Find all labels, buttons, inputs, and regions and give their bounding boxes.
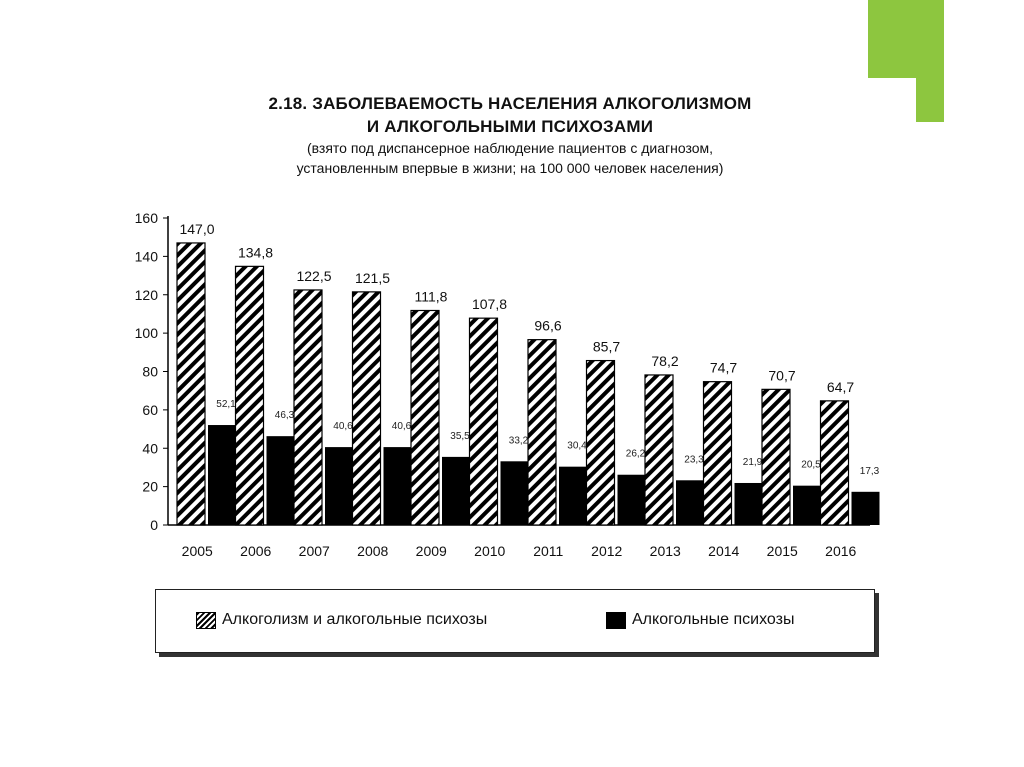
y-tick-label: 40 [142, 440, 158, 457]
data-label-alcoholism-total: 64,7 [826, 378, 855, 395]
bar-alcoholism-total [236, 266, 264, 525]
y-tick-label: 20 [142, 478, 158, 495]
data-label-alcoholic-psychoses: 35,5 [450, 430, 470, 442]
data-label-alcoholism-total: 121,5 [354, 269, 391, 286]
y-tick-label: 80 [142, 363, 158, 380]
y-tick-label: 160 [134, 210, 158, 226]
chart-title-line-1: 2.18. ЗАБОЛЕВАЕМОСТЬ НАСЕЛЕНИЯ АЛКОГОЛИЗМОМ [268, 94, 752, 113]
bar-alcoholic-psychoses [676, 480, 704, 525]
legend-swatch-solid [606, 612, 626, 629]
data-label-alcoholism-total: 107,8 [471, 296, 508, 313]
bar-alcoholic-psychoses [501, 461, 529, 525]
y-tick-label: 100 [134, 325, 158, 342]
data-label-alcoholism-total: 122,5 [296, 267, 332, 284]
data-label-alcoholic-psychoses: 40,6 [333, 421, 353, 433]
x-tick-label: 2010 [474, 543, 506, 559]
x-tick-label: 2005 [181, 543, 213, 559]
legend-label-hatched: Алкоголизм и алкогольные психозы [222, 611, 488, 628]
data-label-alcoholic-psychoses: 26,2 [625, 448, 646, 460]
data-label-alcoholism-total: 78,2 [651, 352, 679, 369]
data-label-alcoholic-psychoses: 52,1 [216, 399, 236, 411]
bar-alcoholism-total [177, 243, 205, 525]
bar-alcoholism-total [411, 310, 439, 525]
data-label-alcoholism-total: 147,0 [179, 220, 215, 237]
data-label-alcoholic-psychoses: 40,6 [391, 421, 412, 433]
data-label-alcoholism-total: 74,7 [709, 359, 738, 376]
bar-alcoholic-psychoses [852, 492, 880, 525]
y-tick-label: 60 [142, 401, 158, 418]
data-label-alcoholic-psychoses: 46,3 [274, 410, 295, 422]
bar-alcoholism-total [762, 389, 790, 525]
x-tick-label: 2014 [708, 543, 740, 559]
legend-swatch-hatched [196, 612, 216, 629]
chart-title-line-2: И АЛКОГОЛЬНЫМИ ПСИХОЗАМИ [366, 117, 654, 136]
data-label-alcoholic-psychoses: 20,5 [801, 459, 821, 471]
bar-alcoholism-total [821, 401, 849, 525]
data-label-alcoholism-total: 134,8 [237, 244, 274, 261]
x-tick-label: 2011 [533, 543, 564, 559]
bar-alcoholism-total [294, 290, 322, 525]
x-tick-label: 2015 [766, 543, 798, 559]
bar-alcoholism-total [528, 340, 556, 525]
data-label-alcoholism-total: 70,7 [768, 367, 796, 384]
bar-alcoholic-psychoses [559, 467, 587, 525]
x-tick-label: 2006 [240, 543, 272, 559]
bar-alcoholic-psychoses [267, 436, 295, 525]
bar-alcoholism-total [645, 375, 673, 525]
bar-alcoholism-total [470, 318, 498, 525]
chart-legend [155, 589, 875, 653]
x-tick-label: 2012 [591, 543, 623, 559]
data-label-alcoholism-total: 85,7 [592, 338, 621, 355]
chart-subtitle-line-2: установленным впервые в жизни; на 100 000 человек населения) [296, 160, 724, 176]
bar-alcoholic-psychoses [442, 457, 470, 525]
data-label-alcoholism-total: 96,6 [534, 317, 562, 334]
x-tick-label: 2013 [649, 543, 681, 559]
bar-alcoholic-psychoses [735, 483, 763, 525]
x-tick-label: 2009 [415, 543, 447, 559]
bar-alcoholic-psychoses [325, 447, 353, 525]
y-tick-label: 0 [150, 517, 158, 533]
bar-alcoholic-psychoses [208, 425, 236, 525]
data-label-alcoholic-psychoses: 21,9 [742, 456, 763, 468]
legend-label-solid: Алкогольные психозы [632, 611, 795, 628]
data-label-alcoholic-psychoses: 30,4 [567, 440, 587, 452]
bar-alcoholism-total [587, 361, 615, 525]
bar-alcoholic-psychoses [793, 486, 821, 525]
bar-alcoholism-total [704, 382, 732, 525]
x-tick-label: 2008 [357, 543, 389, 559]
data-label-alcoholism-total: 111,8 [414, 288, 448, 305]
y-tick-label: 140 [134, 248, 158, 265]
data-label-alcoholic-psychoses: 33,2 [508, 435, 529, 447]
x-tick-label: 2007 [298, 543, 330, 559]
data-label-alcoholic-psychoses: 23,3 [684, 454, 704, 466]
y-tick-label: 120 [134, 286, 158, 303]
chart-subtitle-line-1: (взято под диспансерное наблюдение пациентов с диагнозом, [306, 140, 714, 156]
x-tick-label: 2016 [825, 543, 857, 559]
bar-alcoholic-psychoses [618, 475, 646, 525]
bar-alcoholic-psychoses [384, 447, 412, 525]
legend-item-solid [606, 611, 794, 629]
bar-alcoholism-total [353, 292, 381, 525]
legend-item-hatched [196, 611, 487, 629]
data-label-alcoholic-psychoses: 17,3 [859, 465, 880, 477]
